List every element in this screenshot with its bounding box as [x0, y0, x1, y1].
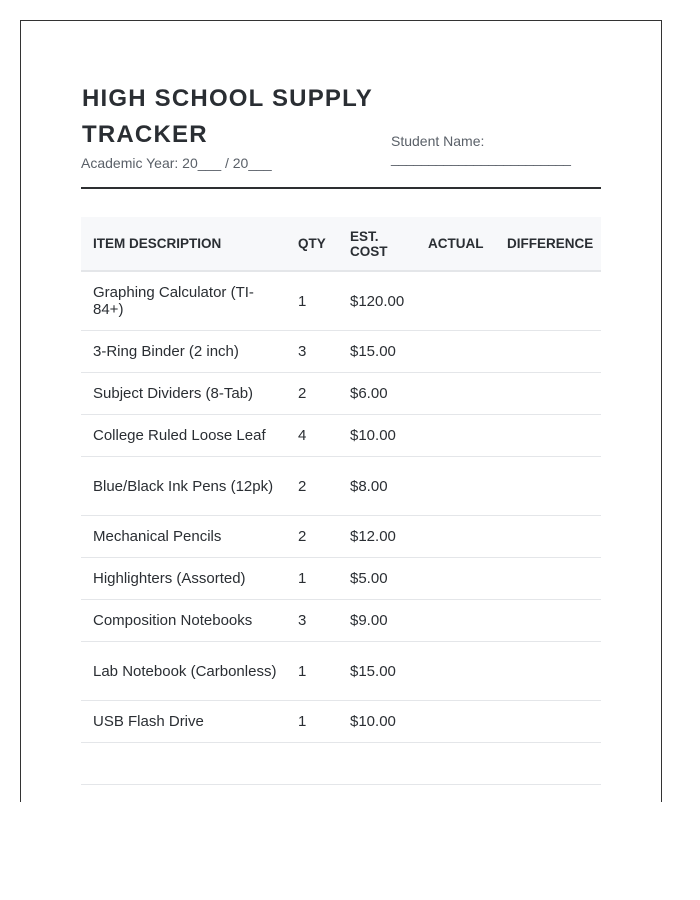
est-cost-cell: $10.00	[345, 415, 418, 457]
est-line-1: EST.	[350, 228, 379, 244]
est-cost-cell: $5.00	[345, 558, 418, 600]
document-content	[81, 21, 601, 730]
difference-cell[interactable]	[501, 743, 601, 785]
item-cell: Mechanical Pencils	[81, 516, 293, 558]
title-line-2: TRACKER	[82, 121, 208, 148]
qty-cell: 2	[293, 457, 345, 516]
student-name-blank: ________________________	[391, 150, 571, 166]
difference-cell[interactable]	[501, 701, 601, 743]
document-header	[81, 21, 601, 189]
supply-table	[81, 217, 601, 785]
table-row	[81, 516, 601, 558]
difference-cell[interactable]	[501, 271, 601, 331]
qty-cell: 1	[293, 642, 345, 701]
qty-cell: 1	[293, 701, 345, 743]
actual-cell[interactable]	[418, 642, 501, 701]
actual-cell[interactable]	[418, 516, 501, 558]
actual-cell[interactable]	[418, 373, 501, 415]
actual-cell[interactable]	[418, 558, 501, 600]
qty-cell: 1	[293, 558, 345, 600]
table-row	[81, 701, 601, 743]
difference-cell[interactable]	[501, 331, 601, 373]
item-cell: 3-Ring Binder (2 inch)	[81, 331, 293, 373]
table-row	[81, 415, 601, 457]
table-row	[81, 331, 601, 373]
actual-cell[interactable]	[418, 415, 501, 457]
qty-cell: 3	[293, 331, 345, 373]
item-cell: Highlighters (Assorted)	[81, 558, 293, 600]
qty-cell: 4	[293, 415, 345, 457]
table-row	[81, 457, 601, 516]
column-header-difference: DIFFERENCE	[501, 217, 601, 271]
est-cost-cell: $12.00	[345, 516, 418, 558]
table-row	[81, 600, 601, 642]
table-row	[81, 271, 601, 331]
column-header-qty: QTY	[293, 217, 345, 271]
est-cost-cell: $8.00	[345, 457, 418, 516]
est-cost-cell: $15.00	[345, 642, 418, 701]
page-title	[82, 81, 402, 153]
student-name-label: Student Name:	[391, 133, 485, 149]
table-row-empty	[81, 743, 601, 785]
student-name-block	[391, 133, 571, 166]
document-page	[20, 20, 662, 802]
item-cell: Composition Notebooks	[81, 600, 293, 642]
est-line-2: COST	[350, 243, 388, 259]
table-row	[81, 642, 601, 701]
item-cell: Graphing Calculator (TI-84+)	[81, 271, 293, 331]
table-row	[81, 373, 601, 415]
difference-cell[interactable]	[501, 642, 601, 701]
difference-cell[interactable]	[501, 558, 601, 600]
item-cell: USB Flash Drive	[81, 701, 293, 743]
qty-cell: 3	[293, 600, 345, 642]
actual-cell[interactable]	[418, 271, 501, 331]
est-cost-cell: $120.00	[345, 271, 418, 331]
est-cost-cell: $15.00	[345, 331, 418, 373]
qty-cell: 2	[293, 516, 345, 558]
column-header-est-cost	[345, 217, 418, 271]
item-cell: College Ruled Loose Leaf	[81, 415, 293, 457]
qty-cell: 1	[293, 271, 345, 331]
est-cost-cell: $10.00	[345, 701, 418, 743]
column-header-actual: ACTUAL	[418, 217, 501, 271]
item-cell: Subject Dividers (8-Tab)	[81, 373, 293, 415]
difference-cell[interactable]	[501, 373, 601, 415]
table-row	[81, 558, 601, 600]
difference-cell[interactable]	[501, 516, 601, 558]
difference-cell[interactable]	[501, 415, 601, 457]
difference-cell[interactable]	[501, 457, 601, 516]
actual-cell[interactable]	[418, 331, 501, 373]
table-header-row	[81, 217, 601, 271]
difference-cell[interactable]	[501, 600, 601, 642]
academic-year-field: Academic Year: 20___ / 20___	[81, 155, 272, 171]
column-header-item: ITEM DESCRIPTION	[81, 217, 293, 271]
qty-cell: 2	[293, 373, 345, 415]
item-cell: Blue/Black Ink Pens (12pk)	[81, 457, 293, 516]
actual-cell[interactable]	[418, 600, 501, 642]
actual-cell[interactable]	[418, 701, 501, 743]
actual-cell[interactable]	[418, 457, 501, 516]
est-cost-cell: $6.00	[345, 373, 418, 415]
est-cost-cell: $9.00	[345, 600, 418, 642]
title-line-1: HIGH SCHOOL SUPPLY	[82, 85, 373, 112]
item-cell[interactable]	[81, 743, 293, 785]
qty-cell[interactable]	[293, 743, 345, 785]
actual-cell[interactable]	[418, 743, 501, 785]
est-cost-cell[interactable]	[345, 743, 418, 785]
item-cell: Lab Notebook (Carbonless)	[81, 642, 293, 701]
